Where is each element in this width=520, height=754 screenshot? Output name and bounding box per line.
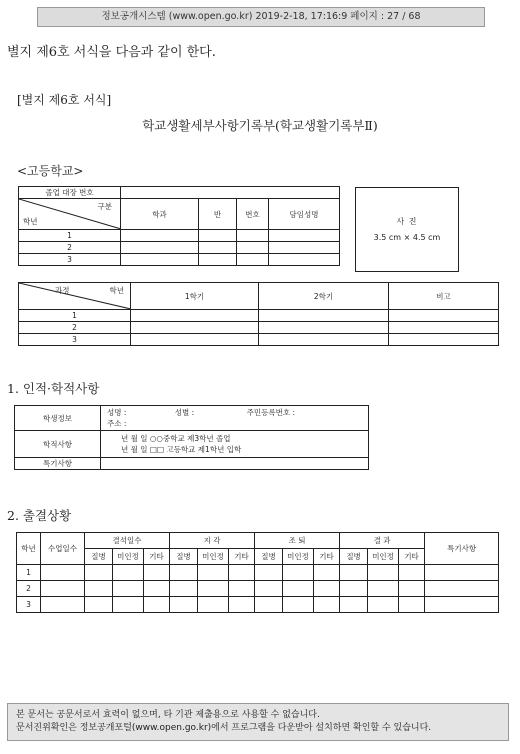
- sub-header: 질병: [85, 549, 113, 565]
- footer-line-1: 본 문서는 공문서로서 효력이 없으며, 타 기관 제출용으로 사용할 수 없습니다.: [16, 710, 320, 720]
- footer-line-2: 문서진위확인은 정보공개포털(www.open.go.kr)에서 프로그램을 다운받아 설치하면 확인할 수 있습니다.: [16, 723, 432, 733]
- sub-header: 질병: [255, 549, 283, 565]
- school-level-label: <고등학교>: [17, 164, 84, 178]
- school-days-header: 수업일수: [41, 533, 85, 565]
- sub-header: 미인정: [283, 549, 314, 565]
- photo-box: [355, 187, 459, 272]
- form-label: [별지 제6호 서식]: [17, 93, 112, 107]
- col-header: 담임성명: [269, 199, 340, 230]
- table-row: [19, 310, 499, 322]
- table-row: [19, 322, 499, 334]
- semester-table: [18, 282, 499, 346]
- disclaimer-footer: [7, 703, 509, 741]
- intro-text: 별지 제6호 서식을 다음과 같이 한다.: [7, 45, 216, 60]
- group-header: 결석일수: [85, 533, 170, 549]
- academic-line-2: 년 월 일 □□ 고등학교 제1학년 입학: [121, 445, 242, 454]
- group-header: 지 각: [170, 533, 255, 549]
- row-label: 3: [19, 254, 121, 266]
- academic-label: 학적사항: [15, 431, 101, 458]
- row-label: 2: [19, 242, 121, 254]
- table-row: [17, 581, 499, 597]
- col-header: 비고: [389, 283, 499, 310]
- group-header: 결 과: [340, 533, 425, 549]
- diagonal-header-cell: [19, 199, 121, 230]
- sub-header: 기타: [399, 549, 425, 565]
- col-header: 2학기: [259, 283, 389, 310]
- section-heading-1: 1. 인적·학적사항: [7, 381, 100, 396]
- class-info-table: [18, 186, 340, 266]
- diag-left-label: 과정: [55, 286, 70, 295]
- col-header: 학과: [121, 199, 199, 230]
- sub-header: 미인정: [113, 549, 144, 565]
- diag-top-label: 구분: [97, 202, 112, 211]
- group-header: 조 퇴: [255, 533, 340, 549]
- diag-right-label: 학년: [109, 286, 124, 295]
- col-header: 반: [199, 199, 237, 230]
- academic-line-1: 년 월 일 ○○중학교 제3학년 졸업: [121, 434, 231, 443]
- sub-header: 질병: [340, 549, 368, 565]
- attendance-table: [16, 532, 499, 613]
- graduation-number-label: 졸업 대장 번호: [19, 187, 121, 199]
- section-heading-2: 2. 출결상황: [7, 508, 72, 523]
- sub-header: 질병: [170, 549, 198, 565]
- row-label: 2: [17, 581, 41, 597]
- sub-header: 기타: [314, 549, 340, 565]
- row-label: 3: [17, 597, 41, 613]
- rrn-field: 주민등록번호 :: [246, 408, 295, 417]
- sub-header: 기타: [229, 549, 255, 565]
- photo-size: 3.5 cm × 4.5 cm: [373, 233, 441, 242]
- table-row: [19, 242, 340, 254]
- table-row: [19, 254, 340, 266]
- graduation-number-cell: [121, 187, 340, 199]
- row-label: 1: [17, 565, 41, 581]
- sub-header: 기타: [144, 549, 170, 565]
- row-label: 1: [19, 310, 131, 322]
- gender-field: 성별 :: [174, 408, 195, 417]
- row-label: 1: [19, 230, 121, 242]
- col-header: 번호: [237, 199, 269, 230]
- photo-label: 사 진: [396, 217, 418, 226]
- name-field: 성명 :: [107, 408, 127, 417]
- address-field: 주소 :: [107, 419, 127, 428]
- special-header: 특기사항: [425, 533, 499, 565]
- student-info-label: 학생정보: [15, 406, 101, 431]
- row-label: 3: [19, 334, 131, 346]
- special-notes-label: 특기사항: [15, 458, 101, 470]
- table-row: [19, 230, 340, 242]
- grade-header: 학년: [17, 533, 41, 565]
- table-row: [19, 334, 499, 346]
- table-row: [17, 565, 499, 581]
- personal-info-table: [14, 405, 369, 470]
- sub-header: 미인정: [368, 549, 399, 565]
- sub-header: 미인정: [198, 549, 229, 565]
- diagonal-header-cell: [19, 283, 131, 310]
- row-label: 2: [19, 322, 131, 334]
- system-header-bar: 정보공개시스템 (www.open.go.kr) 2019-2-18, 17:16:9 페이지 : 27 / 68: [37, 7, 485, 27]
- table-row: [17, 597, 499, 613]
- document-title: 학교생활세부사항기록부(학교생활기록부Ⅱ): [142, 118, 378, 133]
- col-header: 1학기: [131, 283, 259, 310]
- diag-bottom-label: 학년: [23, 217, 38, 226]
